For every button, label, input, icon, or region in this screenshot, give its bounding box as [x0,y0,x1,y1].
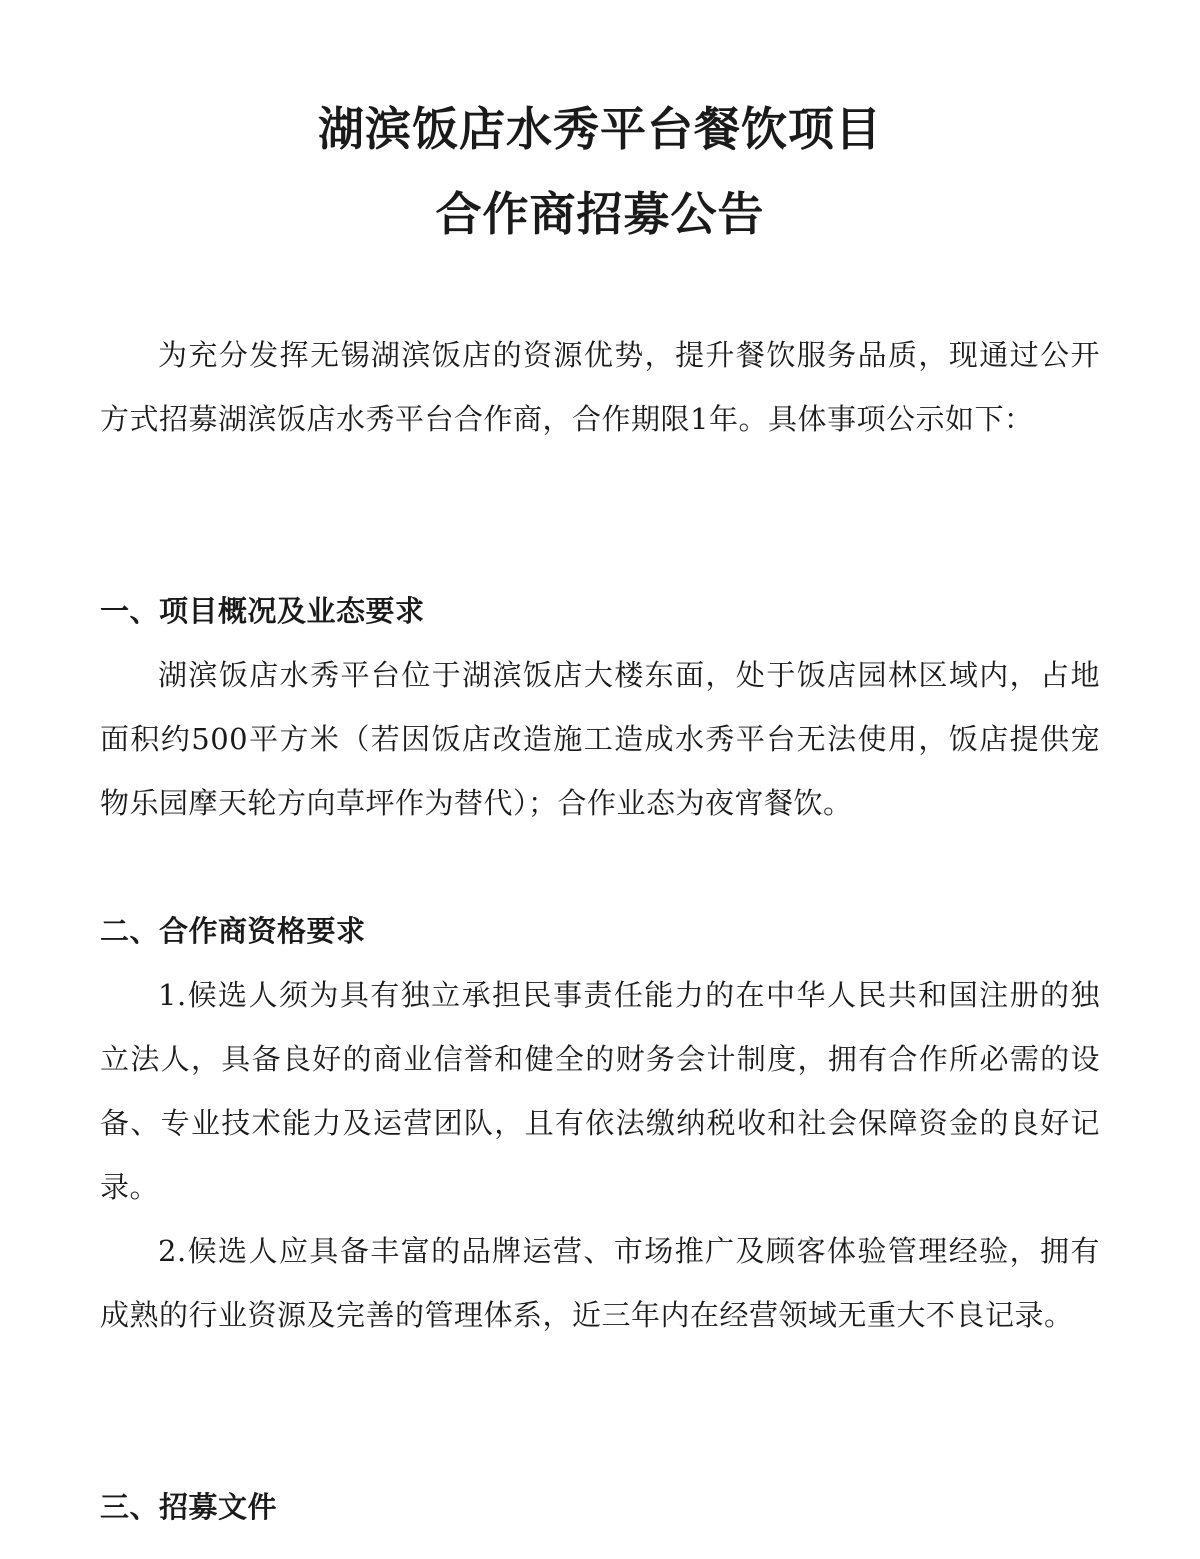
section-heading-recruitment-documents: 三、招募文件 [100,1490,278,1524]
document-title-line1: 湖滨饭店水秀平台餐饮项目 [318,102,882,156]
qualification-item-1: 1.候选人须为具有独立承担民事责任能力的在中华人民共和国注册的独立法人，具备良好的商业信誉和健全的财务会计制度，拥有合作所必需的设备、专业技术能力及运营团队，且有依法缴纳税收和社会保障资金的良好记录。 [100,978,1100,1204]
section-paragraph-project-overview: 湖滨饭店水秀平台位于湖滨饭店大楼东面，处于饭店园林区域内，占地面积约500平方米（若因饭店改造施工造成水秀平台无法使用，饭店提供宠物乐园摩天轮方向草坪作为替代）；合作业态为夜宵餐饮。 [100,658,1100,820]
section-heading-partner-qualifications: 二、合作商资格要求 [100,914,366,948]
document-title-line2: 合作商招募公告 [435,187,765,241]
section-heading-project-overview: 一、项目概况及业态要求 [100,594,425,628]
qualification-item-2: 2.候选人应具备丰富的品牌运营、市场推广及顾客体验管理经验，拥有成熟的行业资源及完善的管理体系，近三年内在经营领域无重大不良记录。 [100,1234,1100,1332]
intro-paragraph: 为充分发挥无锡湖滨饭店的资源优势，提升餐饮服务品质，现通过公开方式招募湖滨饭店水秀平台合作商，合作期限1年。具体事项公示如下： [100,338,1100,436]
